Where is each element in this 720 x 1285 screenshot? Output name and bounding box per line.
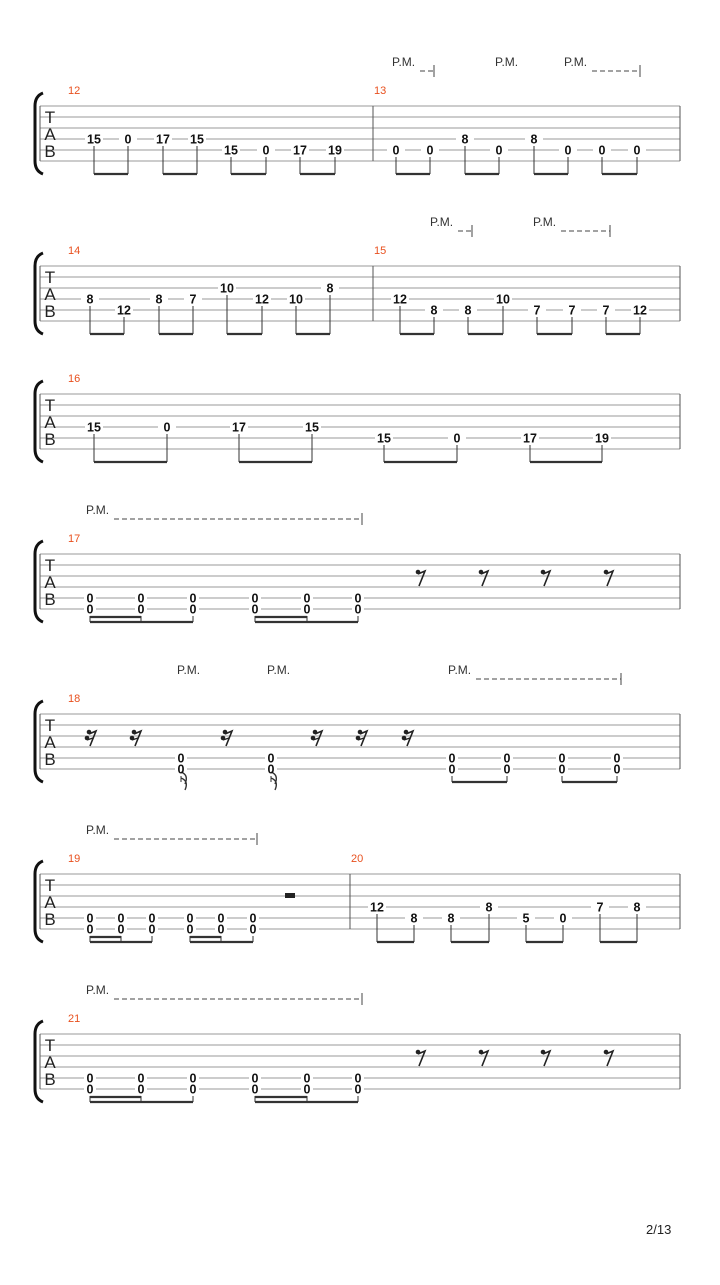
tab-letter-b: B: [44, 590, 56, 609]
rest-stroke: [481, 1051, 488, 1066]
staff-bracket: [35, 381, 43, 462]
tab-letter-b: B: [44, 302, 56, 321]
system-1: [35, 65, 680, 174]
staff-bracket: [35, 253, 43, 334]
sixteenth-rest-icon: [130, 730, 141, 746]
staff-bracket: [35, 93, 43, 174]
fret-number: 0: [558, 751, 566, 766]
fret-number: 12: [393, 292, 407, 307]
fret-number: 0: [262, 143, 270, 158]
fret-number: 8: [430, 303, 438, 318]
fret-number: 12: [117, 303, 131, 318]
fret-number: 0: [564, 143, 572, 158]
fret-number: 12: [370, 900, 384, 915]
tab-letter-t: T: [44, 108, 56, 127]
fret-number: 0: [117, 911, 125, 926]
eighth-rest-icon: [541, 570, 550, 586]
fret-number: 0: [598, 143, 606, 158]
eighth-rest-icon: [416, 570, 425, 586]
tab-letter-b: B: [44, 1070, 56, 1089]
fret-number: 7: [568, 303, 576, 318]
system-3: [35, 381, 680, 462]
fret-number: 8: [155, 292, 163, 307]
palm-mute-label: P.M.: [177, 663, 201, 677]
fret-number: 7: [533, 303, 541, 318]
fret-number: 0: [186, 922, 194, 937]
fret-number: 0: [86, 602, 94, 617]
fret-number: 8: [326, 281, 334, 296]
tab-letter-a: A: [44, 893, 56, 912]
eighth-rest-icon: [541, 1050, 550, 1066]
palm-mute-label: P.M.: [448, 663, 472, 677]
fret-number: 0: [354, 1071, 362, 1086]
eighth-rest-icon: [604, 570, 613, 586]
eighth-rest-icon: [416, 1050, 425, 1066]
fret-number: 0: [303, 602, 311, 617]
fret-number: 0: [249, 922, 257, 937]
fret-number: 19: [595, 431, 609, 446]
fret-number: 0: [495, 143, 503, 158]
fret-number: 8: [461, 132, 469, 147]
fret-number: 8: [86, 292, 94, 307]
fret-number: 0: [251, 591, 259, 606]
fret-number: 0: [189, 602, 197, 617]
fret-number: 8: [410, 911, 418, 926]
fret-number: 0: [303, 1082, 311, 1097]
staff-bracket: [35, 541, 43, 622]
fret-number: 0: [217, 911, 225, 926]
tab-letter-t: T: [44, 268, 56, 287]
fret-number: 10: [220, 281, 234, 296]
palm-mute-label: P.M.: [267, 663, 291, 677]
fret-number: 0: [426, 143, 434, 158]
sixteenth-rest-icon: [221, 730, 232, 746]
fret-number: 0: [613, 762, 621, 777]
fret-number: 0: [117, 922, 125, 937]
fret-number: 8: [464, 303, 472, 318]
staff-bracket: [35, 861, 43, 942]
fret-number: 0: [558, 762, 566, 777]
fret-number: 0: [186, 911, 194, 926]
fret-number: 0: [354, 591, 362, 606]
fret-number: 8: [447, 911, 455, 926]
fret-number: 0: [137, 591, 145, 606]
fret-number: 0: [189, 1071, 197, 1086]
fret-number: 17: [156, 132, 170, 147]
fret-number: 12: [633, 303, 647, 318]
rest-stroke: [418, 1051, 425, 1066]
fret-number: 0: [251, 1082, 259, 1097]
fret-number: 0: [354, 1082, 362, 1097]
fret-number: 0: [613, 751, 621, 766]
fret-number: 8: [530, 132, 538, 147]
fret-number: 0: [303, 591, 311, 606]
system-6: [35, 833, 680, 942]
measure-number: 18: [68, 693, 81, 705]
fret-number: 0: [137, 602, 145, 617]
tab-letter-a: A: [44, 733, 56, 752]
fret-number: 0: [137, 1082, 145, 1097]
fret-number: 0: [148, 922, 156, 937]
tab-letter-t: T: [44, 716, 56, 735]
tab-letter-a: A: [44, 285, 56, 304]
sixteenth-rest-icon: [402, 730, 413, 746]
tab-letter-t: T: [44, 556, 56, 575]
fret-number: 0: [86, 591, 94, 606]
fret-number: 17: [523, 431, 537, 446]
fret-number: 0: [189, 591, 197, 606]
sixteenth-rest-icon: [356, 730, 367, 746]
tab-letter-a: A: [44, 573, 56, 592]
fret-number: 15: [305, 420, 319, 435]
fret-number: 0: [249, 911, 257, 926]
fret-number: 0: [148, 911, 156, 926]
fret-number: 17: [232, 420, 246, 435]
fret-number: 0: [354, 602, 362, 617]
measure-number: 12: [68, 85, 81, 97]
fret-number: 15: [190, 132, 204, 147]
fret-number: 0: [137, 1071, 145, 1086]
fret-number: 7: [602, 303, 610, 318]
palm-mute-label: P.M.: [430, 215, 454, 229]
palm-mute-label: P.M.: [392, 55, 416, 69]
fret-number: 8: [485, 900, 493, 915]
eighth-rest-icon: [479, 570, 488, 586]
fret-number: 8: [633, 900, 641, 915]
fret-number: 0: [267, 751, 275, 766]
staff-bracket: [35, 1021, 43, 1102]
fret-number: 0: [251, 1071, 259, 1086]
tab-letter-t: T: [44, 876, 56, 895]
rest-stroke: [418, 571, 425, 586]
fret-number: 17: [293, 143, 307, 158]
fret-number: 15: [87, 132, 101, 147]
tab-letter-b: B: [44, 142, 56, 161]
fret-number: 19: [328, 143, 342, 158]
palm-mute-label: P.M.: [564, 55, 588, 69]
palm-mute-label: P.M.: [86, 503, 110, 517]
measure-number: 13: [374, 85, 387, 97]
fret-number: 0: [86, 1082, 94, 1097]
fret-number: 7: [189, 292, 197, 307]
fret-number: 0: [392, 143, 400, 158]
system-2: [35, 225, 680, 334]
tab-letter-t: T: [44, 396, 56, 415]
tab-letter-a: A: [44, 413, 56, 432]
palm-mute-label: P.M.: [533, 215, 557, 229]
palm-mute-label: P.M.: [86, 823, 110, 837]
fret-number: 0: [453, 431, 461, 446]
fret-number: 0: [448, 751, 456, 766]
fret-number: 0: [559, 911, 567, 926]
measure-number: 20: [351, 853, 364, 865]
fret-number: 10: [496, 292, 510, 307]
fret-number: 0: [503, 751, 511, 766]
fret-number: 7: [596, 900, 604, 915]
measure-number: 17: [68, 533, 81, 545]
fret-number: 10: [289, 292, 303, 307]
fret-number: 0: [86, 922, 94, 937]
palm-mute-label: P.M.: [86, 983, 110, 997]
measure-number: 21: [68, 1013, 81, 1025]
fret-number: 12: [255, 292, 269, 307]
fret-number: 0: [503, 762, 511, 777]
staff-bracket: [35, 701, 43, 782]
page-number: 2/13: [646, 1222, 672, 1237]
fret-number: 0: [124, 132, 132, 147]
fret-number: 0: [251, 602, 259, 617]
rest-stroke: [481, 571, 488, 586]
measure-number: 15: [374, 245, 387, 257]
measure-number: 16: [68, 373, 81, 385]
rest-stroke: [606, 571, 613, 586]
rest-stroke: [606, 1051, 613, 1066]
eighth-rest-icon: [479, 1050, 488, 1066]
fret-number: 15: [377, 431, 391, 446]
fret-number: 0: [86, 911, 94, 926]
half-rest-icon: [285, 893, 295, 898]
tab-letter-b: B: [44, 750, 56, 769]
fret-number: 0: [267, 762, 275, 777]
tab-letter-t: T: [44, 1036, 56, 1055]
sixteenth-rest-icon: [311, 730, 322, 746]
tab-letter-b: B: [44, 910, 56, 929]
sixteenth-rest-icon: [85, 730, 96, 746]
measure-number: 19: [68, 853, 81, 865]
fret-number: 0: [448, 762, 456, 777]
fret-number: 0: [177, 762, 185, 777]
measure-number: 14: [68, 245, 81, 257]
rest-stroke: [543, 571, 550, 586]
palm-mute-label: P.M.: [495, 55, 519, 69]
fret-number: 0: [86, 1071, 94, 1086]
fret-number: 15: [224, 143, 238, 158]
fret-number: 15: [87, 420, 101, 435]
tab-letter-a: A: [44, 125, 56, 144]
tab-letter-b: B: [44, 430, 56, 449]
fret-number: 0: [177, 751, 185, 766]
fret-number: 0: [633, 143, 641, 158]
fret-number: 0: [217, 922, 225, 937]
rest-stroke: [543, 1051, 550, 1066]
eighth-rest-icon: [604, 1050, 613, 1066]
system-5: [35, 673, 680, 790]
fret-number: 0: [303, 1071, 311, 1086]
tab-letter-a: A: [44, 1053, 56, 1072]
fret-number: 0: [163, 420, 171, 435]
fret-number: 0: [189, 1082, 197, 1097]
fret-number: 5: [522, 911, 530, 926]
